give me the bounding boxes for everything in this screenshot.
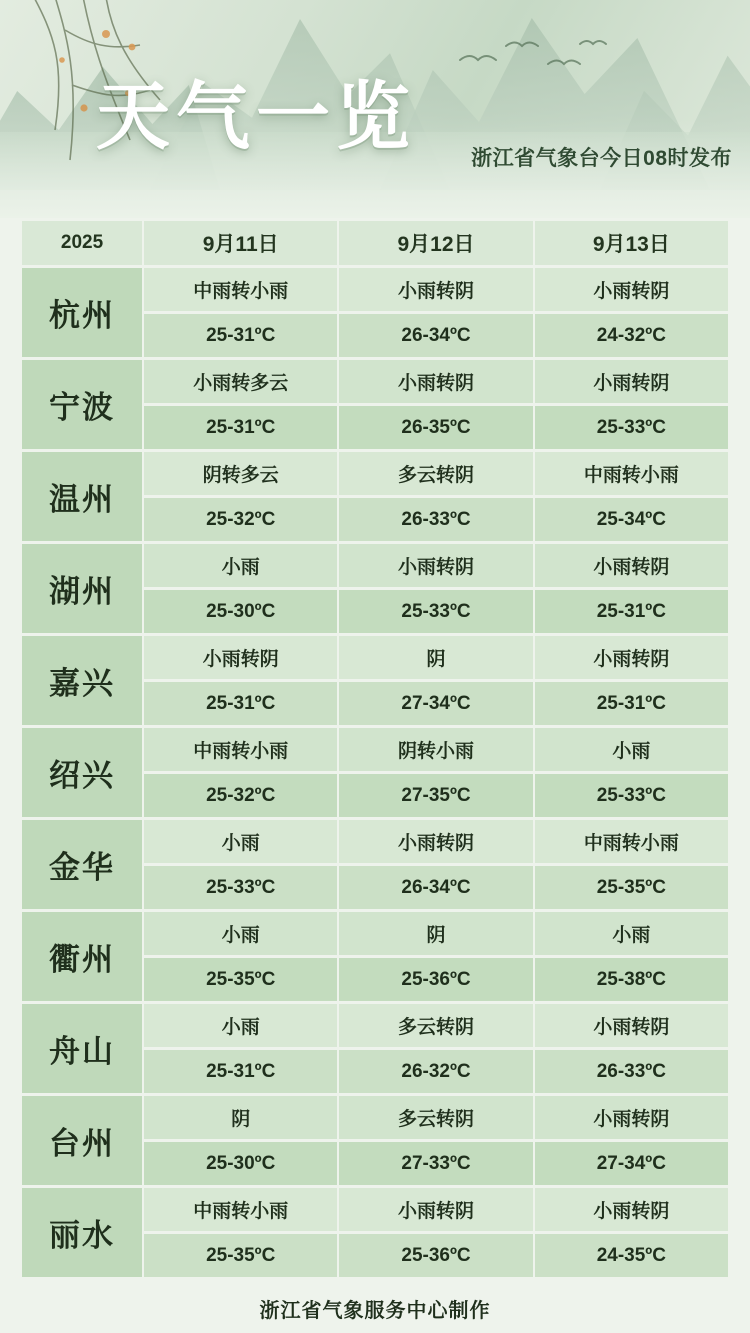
temperature-cell: 25-32ºC: [144, 498, 337, 541]
table-row: [22, 820, 728, 863]
birds-icon: [450, 30, 620, 90]
condition-cell: 小雨: [144, 544, 337, 587]
table-header: [22, 221, 728, 265]
year-header: 2025: [22, 221, 142, 265]
city-name-cell: 湖州: [22, 544, 142, 633]
day-header-3: 9月13日: [535, 221, 728, 265]
table-row: [22, 1004, 728, 1047]
temperature-cell: 24-32ºC: [535, 314, 728, 357]
city-name-cell: 绍兴: [22, 728, 142, 817]
table-row: [22, 728, 728, 771]
condition-cell: 小雨转阴: [535, 1096, 728, 1139]
day-header-2: 9月12日: [339, 221, 532, 265]
condition-cell: 中雨转小雨: [144, 268, 337, 311]
temperature-cell: 25-30ºC: [144, 590, 337, 633]
temperature-cell: 25-33ºC: [339, 590, 532, 633]
temperature-cell: 26-32ºC: [339, 1050, 532, 1093]
temperature-cell: 25-35ºC: [535, 866, 728, 909]
city-name-cell: 金华: [22, 820, 142, 909]
condition-cell: 阴: [339, 636, 532, 679]
condition-cell: 中雨转小雨: [535, 820, 728, 863]
footer-credit: 浙江省气象服务中心制作: [259, 1300, 491, 1322]
condition-cell: 小雨转阴: [339, 360, 532, 403]
issue-time-label: 浙江省气象台今日08时发布: [471, 147, 732, 170]
temperature-cell: 25-33ºC: [535, 406, 728, 449]
temperature-cell: 26-33ºC: [535, 1050, 728, 1093]
table-row: [22, 636, 728, 679]
condition-cell: 小雨转阴: [339, 544, 532, 587]
condition-cell: 小雨: [535, 912, 728, 955]
condition-cell: 小雨转多云: [144, 360, 337, 403]
temperature-cell: 25-36ºC: [339, 958, 532, 1001]
day-header-1: 9月11日: [144, 221, 337, 265]
condition-cell: 中雨转小雨: [535, 452, 728, 495]
temperature-cell: 25-31ºC: [144, 682, 337, 725]
condition-cell: 小雨转阴: [339, 1188, 532, 1231]
condition-cell: 阴: [339, 912, 532, 955]
temperature-cell: 25-38ºC: [535, 958, 728, 1001]
condition-cell: 多云转阴: [339, 452, 532, 495]
condition-cell: 小雨转阴: [535, 360, 728, 403]
table-row: [22, 912, 728, 955]
condition-cell: 中雨转小雨: [144, 1188, 337, 1231]
table-row: [22, 360, 728, 403]
temperature-cell: 26-35ºC: [339, 406, 532, 449]
condition-cell: 小雨: [144, 1004, 337, 1047]
condition-cell: 多云转阴: [339, 1004, 532, 1047]
temperature-cell: 25-36ºC: [339, 1234, 532, 1277]
condition-cell: 小雨转阴: [535, 1004, 728, 1047]
condition-cell: 小雨转阴: [339, 820, 532, 863]
condition-cell: 小雨转阴: [144, 636, 337, 679]
condition-cell: 中雨转小雨: [144, 728, 337, 771]
condition-cell: 小雨转阴: [535, 1188, 728, 1231]
table-body: [22, 268, 728, 1277]
table-row: [22, 452, 728, 495]
temperature-cell: 26-34ºC: [339, 866, 532, 909]
temperature-cell: 27-34ºC: [339, 682, 532, 725]
city-name-cell: 丽水: [22, 1188, 142, 1277]
hero-banner: [0, 0, 750, 218]
temperature-cell: 26-33ºC: [339, 498, 532, 541]
temperature-cell: 25-31ºC: [144, 406, 337, 449]
condition-cell: 小雨: [144, 912, 337, 955]
condition-cell: 小雨: [535, 728, 728, 771]
condition-cell: 小雨: [144, 820, 337, 863]
temperature-cell: 25-31ºC: [144, 1050, 337, 1093]
temperature-cell: 25-35ºC: [144, 958, 337, 1001]
temperature-cell: 25-31ºC: [535, 682, 728, 725]
city-name-cell: 杭州: [22, 268, 142, 357]
city-name-cell: 舟山: [22, 1004, 142, 1093]
condition-cell: 阴转多云: [144, 452, 337, 495]
temperature-cell: 26-34ºC: [339, 314, 532, 357]
city-name-cell: 台州: [22, 1096, 142, 1185]
temperature-cell: 25-31ºC: [535, 590, 728, 633]
condition-cell: 小雨转阴: [535, 636, 728, 679]
temperature-cell: 25-30ºC: [144, 1142, 337, 1185]
page-title: 天气一览: [96, 74, 416, 160]
condition-cell: 阴: [144, 1096, 337, 1139]
condition-cell: 小雨转阴: [535, 544, 728, 587]
city-name-cell: 嘉兴: [22, 636, 142, 725]
condition-cell: 小雨转阴: [339, 268, 532, 311]
temperature-cell: 25-31ºC: [144, 314, 337, 357]
city-name-cell: 温州: [22, 452, 142, 541]
temperature-cell: 27-33ºC: [339, 1142, 532, 1185]
temperature-cell: 25-33ºC: [535, 774, 728, 817]
condition-cell: 阴转小雨: [339, 728, 532, 771]
temperature-cell: 25-32ºC: [144, 774, 337, 817]
condition-cell: 小雨转阴: [535, 268, 728, 311]
temperature-cell: 25-35ºC: [144, 1234, 337, 1277]
table-row: [22, 1096, 728, 1139]
weather-table-container: [20, 218, 730, 1280]
table-row: [22, 544, 728, 587]
temperature-cell: 25-34ºC: [535, 498, 728, 541]
temperature-cell: 24-35ºC: [535, 1234, 728, 1277]
temperature-cell: 25-33ºC: [144, 866, 337, 909]
table-header-row: [22, 221, 728, 265]
weather-table: [20, 218, 730, 1280]
temperature-cell: 27-35ºC: [339, 774, 532, 817]
condition-cell: 多云转阴: [339, 1096, 532, 1139]
table-row: [22, 1188, 728, 1231]
temperature-cell: 27-34ºC: [535, 1142, 728, 1185]
city-name-cell: 宁波: [22, 360, 142, 449]
city-name-cell: 衢州: [22, 912, 142, 1001]
table-row: [22, 268, 728, 311]
